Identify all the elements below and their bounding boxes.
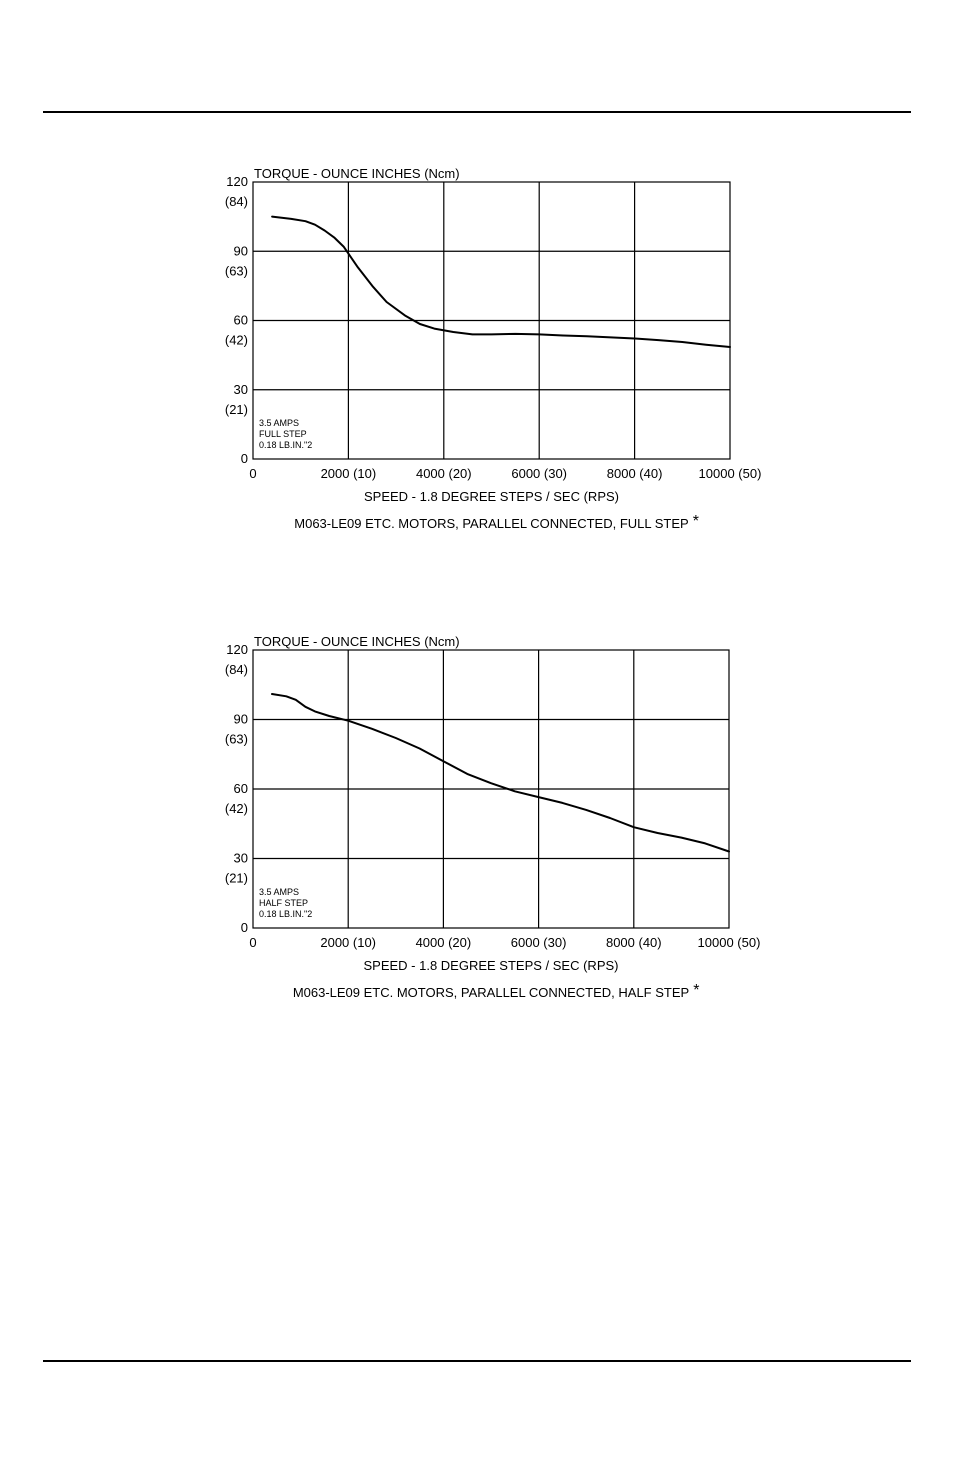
x-tick-label: 0 <box>249 466 257 481</box>
x-tick-label: 10000 (50) <box>697 935 761 950</box>
y-tick-sublabel: (42) <box>224 801 248 816</box>
title-footnote-mark: * <box>693 982 700 999</box>
torque-chart-full-step <box>0 150 954 550</box>
chart-note: FULL STEP <box>259 429 307 439</box>
y-tick-sublabel: (21) <box>224 401 248 417</box>
y-tick-sublabel: (21) <box>224 870 248 886</box>
y-tick-sublabel: (63) <box>224 731 248 747</box>
y-tick-sublabel: (42) <box>224 332 248 348</box>
x-tick-label: 0 <box>249 935 257 950</box>
chart-note: 3.5 AMPS <box>259 887 300 897</box>
x-tick-label: 6000 (30) <box>511 466 568 481</box>
y-tick-label: 90 <box>233 243 248 259</box>
y-tick-sublabel: (84) <box>224 662 248 677</box>
chart-title: M063-LE09 ETC. MOTORS, PARALLEL CONNECTED, HALF STEP <box>292 985 690 1000</box>
torque-chart-half-step <box>0 618 954 1018</box>
x-tick-label: 2000 (10) <box>320 935 377 950</box>
y-axis-label: TORQUE - OUNCE INCHES (Ncm) <box>254 166 460 181</box>
y-tick-label: 60 <box>233 312 248 328</box>
header-rule <box>43 111 911 113</box>
y-tick-sublabel: (84) <box>224 194 248 209</box>
y-tick-label: 120 <box>226 642 248 657</box>
y-tick-label: 0 <box>240 920 248 935</box>
x-tick-label: 8000 (40) <box>605 935 662 950</box>
chart-note: 0.18 LB.IN."2 <box>259 440 313 450</box>
y-tick-label: 90 <box>233 711 248 727</box>
y-tick-sublabel: (63) <box>224 263 248 279</box>
chart-note: 3.5 AMPS <box>259 418 300 428</box>
x-tick-label: 2000 (10) <box>320 466 377 481</box>
y-tick-label: 30 <box>233 381 248 397</box>
y-tick-label: 60 <box>233 781 248 796</box>
x-axis-label: SPEED - 1.8 DEGREE STEPS / SEC (RPS) <box>363 489 620 504</box>
chart-note: 0.18 LB.IN."2 <box>259 909 313 919</box>
title-footnote-mark: * <box>692 513 699 530</box>
footer-rule <box>43 1360 911 1362</box>
x-tick-label: 6000 (30) <box>510 935 567 950</box>
torque-curve <box>272 694 729 852</box>
x-tick-label: 8000 (40) <box>606 466 663 481</box>
y-tick-label: 120 <box>226 174 248 189</box>
x-axis-label: SPEED - 1.8 DEGREE STEPS / SEC (RPS) <box>363 958 619 973</box>
torque-curve <box>272 217 730 347</box>
x-tick-label: 4000 (20) <box>415 466 472 481</box>
x-tick-label: 4000 (20) <box>415 935 472 950</box>
chart-note: HALF STEP <box>259 898 309 908</box>
chart-title: M063-LE09 ETC. MOTORS, PARALLEL CONNECTED, FULL STEP <box>294 516 689 531</box>
y-axis-label: TORQUE - OUNCE INCHES (Ncm) <box>254 634 460 649</box>
y-tick-label: 0 <box>240 451 248 466</box>
x-tick-label: 10000 (50) <box>698 466 762 481</box>
y-tick-label: 30 <box>233 850 248 866</box>
